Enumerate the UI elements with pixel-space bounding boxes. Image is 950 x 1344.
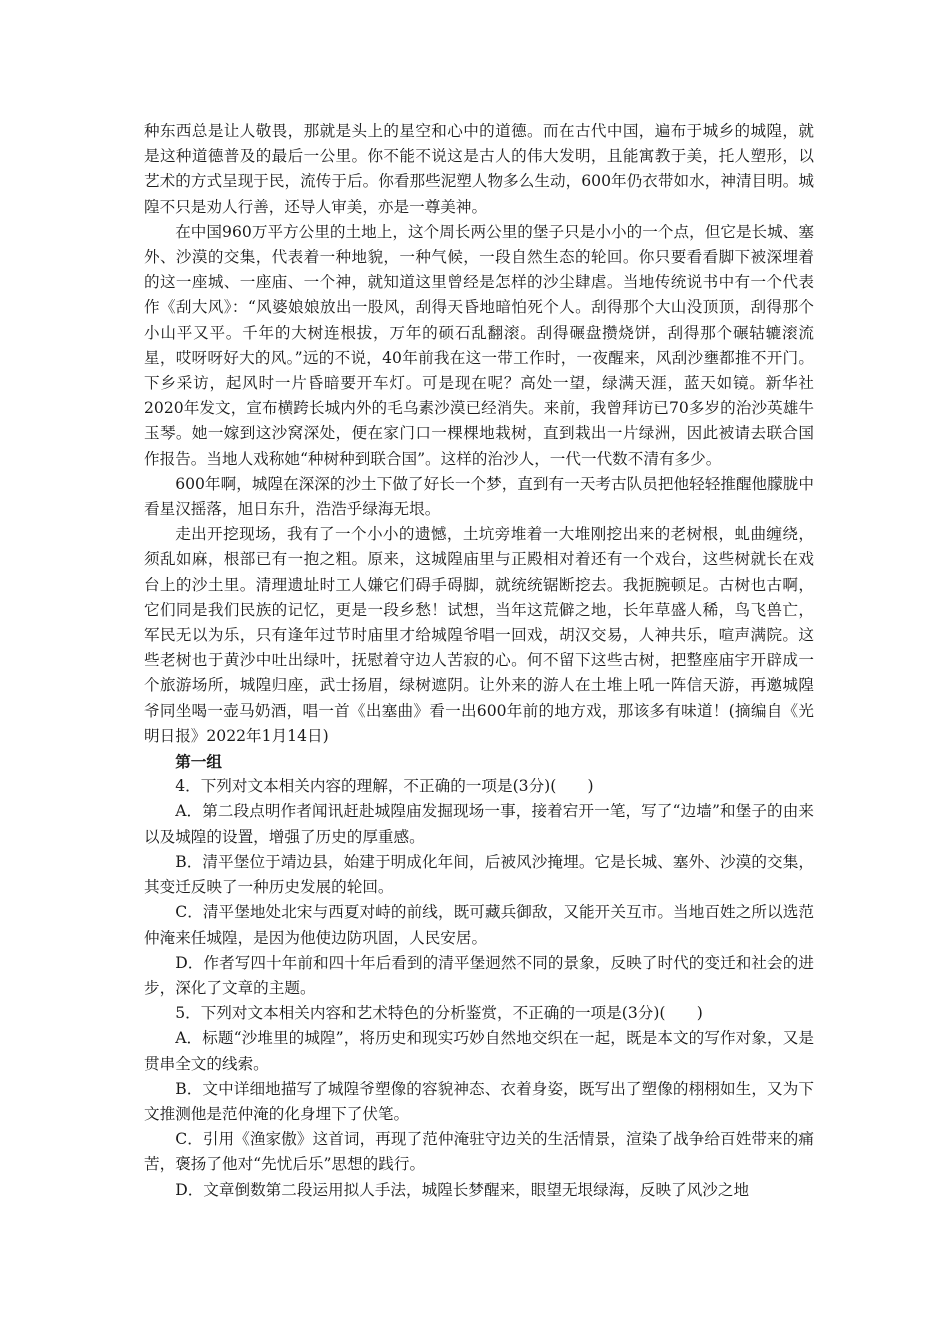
question-5-option-d: D．文章倒数第二段运用拟人手法，城隍长梦醒来，眼望无垠绿海，反映了风沙之地 — [175, 1180, 750, 1199]
article-paragraph-1: 种东西总是让人敬畏，那就是头上的星空和心中的道德。而在古代中国，遍布于城乡的城隍，就是这种道德普及的最后一公里。你不能不说这是古人的伟大发明，且能寓教于美，托人塑形，以艺术的方式呈现于民，流传于后。你看那些泥塑人物多么生动，600年仍衣带如水，神清目明。城隍不只是劝人行善，还导人审美，亦是一尊美神。 — [144, 122, 814, 216]
question-5-option-b: B．文中详细地描写了城隍爷塑像的容貌神态、衣着身姿，既写出了塑像的栩栩如生，又为下文推测他是范仲淹的化身埋下了伏笔。 — [144, 1079, 814, 1123]
question-4 — [144, 774, 814, 1001]
question-5 — [144, 1001, 814, 1203]
group-title: 第一组 — [175, 752, 222, 772]
question-4-option-b: B．清平堡位于靖边县，始建于明成化年间，后被风沙掩埋。它是长城、塞外、沙漠的交集，其变迁反映了一种历史发展的轮回。 — [144, 852, 814, 897]
question-4-option-a: A．第二段点明作者闻讯赶赴城隍庙发掘现场一事，接着宕开一笔，写了“边墙”和堡子的由来以及城隍的设置，增强了历史的厚重感。 — [144, 802, 814, 846]
article-paragraph-4: 走出开挖现场，我有了一个小小的遗憾，土坑旁堆着一大堆刚挖出来的老树根，虬曲缠绕，须乱如麻，根部已有一抱之粗。原来，这城隍庙里与正殿相对着还有一个戏台，这些树就长在戏台上的沙土里。清理遗址时工人嫌它们碍手碍脚，就统统锯断挖去。我扼腕顿足。古树也古啊，它们同是我们民族的记忆，更是一段乡愁！试想，当年这荒僻之地，长年草盛人稀，鸟飞兽亡，军民无以为乐，只有逢年过节时庙里才给城隍爷唱一回戏，胡汉交易，人神共乐，喧声满院。这些老树也于黄沙中吐出绿叶，抚慰着守边人苦寂的心。何不留下这些古树，把整座庙宇开辟成一个旅游场所，城隍归座，武士扬眉，绿树遮阴。让外来的游人在土堆上吼一阵信天游，再邀城隍爷同坐喝一壶马奶酒，唱一首《出塞曲》看一出600年前的地方戏，那该多有味道！(摘编自《光明日报》2022年1月14日) — [144, 525, 814, 745]
question-4-option-d: D．作者写四十年前和四十年后看到的清平堡迥然不同的景象，反映了时代的变迁和社会的进步，深化了文章的主题。 — [144, 953, 814, 997]
question-4-stem: 4．下列对文本相关内容的理解，不正确的一项是(3分)( ) — [175, 777, 594, 796]
question-4-option-c: C．清平堡地处北宋与西夏对峙的前线，既可藏兵御敌，又能开关互市。当地百姓之所以选范仲淹来任城隍，是因为他使边防巩固，人民安居。 — [144, 903, 814, 947]
article-paragraph-3: 600年啊，城隍在深深的沙土下做了好长一个梦，直到有一天考古队员把他轻轻推醒他朦胧中看星汉摇落，旭日东升，浩浩乎绿海无垠。 — [144, 474, 814, 519]
document-page — [144, 119, 814, 1203]
question-5-option-c: C．引用《渔家傲》这首词，再现了范仲淹驻守边关的生活情景，渲染了战争给百姓带来的痛苦，褒扬了他对“先忧后乐”思想的践行。 — [144, 1130, 814, 1174]
question-5-option-a: A．标题“沙堆里的城隍”，将历史和现实巧妙自然地交织在一起，既是本文的写作对象，又是贯串全文的线索。 — [144, 1029, 814, 1073]
question-5-stem: 5．下列对文本相关内容和艺术特色的分析鉴赏，不正确的一项是(3分)( ) — [175, 1004, 703, 1023]
article-paragraph-2: 在中国960万平方公里的土地上，这个周长两公里的堡子只是小小的一个点，但它是长城、塞外、沙漠的交集，代表着一种地貌，一种气候，一段自然生态的轮回。你只要看看脚下被深埋着的这一座城、一座庙、一个神，就知道这里曾经是怎样的沙尘肆虐。当地传统说书中有一个代表作《刮大风》：“风婆娘娘放出一股风，刮得天昏地暗怕死个人。刮得那个大山没顶顶，刮得那个小山平又平。千年的大树连根拔，万年的硕石乱翻滚。刮得碾盘攒烧饼，刮得那个碾轱辘滚流星，哎呀呀好大的风。”远的不说，40年前我在这一带工作时，一夜醒来，风刮沙壅都推不开门。下乡采访，起风时一片昏暗要开车灯。可是现在呢？高处一望，绿满天涯，蓝天如镜。新华社2020年发文，宣布横跨长城内外的毛乌素沙漠已经消失。来前，我曾拜访已70多岁的治沙英雄牛玉琴。她一嫁到这沙窝深处，便在家门口一棵棵地栽树，直到栽出一片绿洲，因此被请去联合国作报告。当地人戏称她“种树种到联合国”。这样的治沙人，一代一代数不清有多少。 — [144, 222, 814, 468]
